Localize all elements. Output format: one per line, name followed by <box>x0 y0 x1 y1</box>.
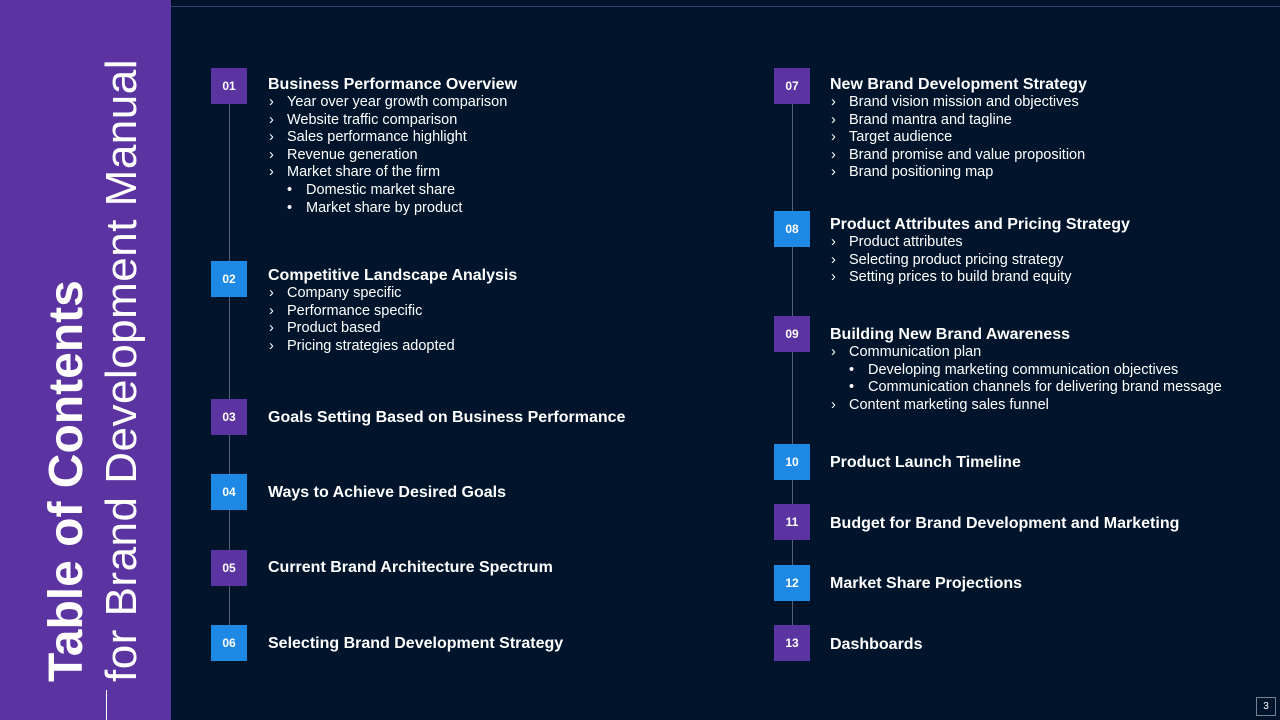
section-title[interactable]: Building New Brand Awareness <box>830 326 1071 343</box>
toc-section-09 <box>830 325 1222 414</box>
list-item: › Setting prices to build brand equity <box>831 269 1072 286</box>
toc-section-02 <box>268 266 517 355</box>
chevron-right-icon: › <box>831 396 836 413</box>
list-item: › Revenue generation <box>269 146 418 163</box>
section-number-badge: 10 <box>774 444 810 480</box>
list-item: › Website traffic comparison <box>269 111 458 128</box>
section-title[interactable]: Business Performance Overview <box>268 76 518 93</box>
toc-section-03 <box>268 408 625 427</box>
section-number-badge: 11 <box>774 504 810 540</box>
toc-section-04 <box>268 483 506 502</box>
bullet-icon: • <box>287 181 293 198</box>
toc-section-05 <box>268 558 553 577</box>
list-item: › Content marketing sales funnel <box>831 396 1049 413</box>
slide-subtitle: for Brand Development Manual <box>97 59 146 682</box>
chevron-right-icon: › <box>831 146 836 163</box>
toc-section-01 <box>268 75 517 217</box>
section-title[interactable]: New Brand Development Strategy <box>830 76 1087 93</box>
list-subitem: • Market share by product <box>287 199 463 216</box>
list-item: › Pricing strategies adopted <box>269 337 455 354</box>
chevron-right-icon: › <box>269 164 274 181</box>
list-item: › Product based <box>269 320 381 337</box>
section-items <box>830 94 1087 182</box>
chevron-right-icon: › <box>831 129 836 146</box>
list-item: › Brand vision mission and objectives <box>831 94 1079 110</box>
bullet-icon: • <box>287 199 293 216</box>
list-item: › Selecting product pricing strategy <box>831 251 1064 268</box>
toc-section-12 <box>830 574 1022 593</box>
list-item: › Target audience <box>831 129 953 146</box>
section-number-badge: 08 <box>774 211 810 247</box>
chevron-right-icon: › <box>269 94 274 110</box>
chevron-right-icon: › <box>831 164 836 181</box>
list-item: › Brand promise and value proposition <box>831 146 1086 163</box>
section-number-badge: 01 <box>211 68 247 104</box>
bullet-icon: • <box>849 379 855 396</box>
chevron-right-icon: › <box>831 269 836 286</box>
section-number-badge: 04 <box>211 474 247 510</box>
section-title[interactable]: Current Brand Architecture Spectrum <box>268 559 553 576</box>
section-title[interactable]: Goals Setting Based on Business Performance <box>268 409 626 426</box>
list-item: › Communication plan <box>831 344 982 360</box>
section-title[interactable]: Selecting Brand Development Strategy <box>268 635 564 652</box>
section-title[interactable]: Dashboards <box>830 636 923 653</box>
list-item: › Year over year growth comparison <box>269 94 508 110</box>
chevron-right-icon: › <box>269 302 274 319</box>
list-item: › Product attributes <box>831 234 963 250</box>
chevron-right-icon: › <box>831 344 836 360</box>
chevron-right-icon: › <box>831 111 836 128</box>
toc-section-13 <box>830 635 922 654</box>
list-item: › Sales performance highlight <box>269 129 467 146</box>
section-items <box>268 94 517 217</box>
chevron-right-icon: › <box>269 337 274 354</box>
section-title[interactable]: Product Attributes and Pricing Strategy <box>830 216 1130 233</box>
list-item: › Performance specific <box>269 302 423 319</box>
chevron-right-icon: › <box>269 285 274 301</box>
chevron-right-icon: › <box>269 146 274 163</box>
list-subitem: • Developing marketing communication objectives <box>849 361 1179 378</box>
chevron-right-icon: › <box>269 111 274 128</box>
section-items <box>830 234 1130 287</box>
list-subitem: • Communication channels for delivering brand message <box>849 379 1222 396</box>
list-subitem: • Domestic market share <box>287 181 456 198</box>
section-number-badge: 07 <box>774 68 810 104</box>
section-number-badge: 03 <box>211 399 247 435</box>
bullet-icon: • <box>849 361 855 378</box>
toc-section-06 <box>268 634 563 653</box>
list-item: › Company specific <box>269 285 402 301</box>
chevron-right-icon: › <box>269 129 274 146</box>
sidebar-panel <box>0 0 171 720</box>
sidebar-title-block <box>5 0 165 720</box>
chevron-right-icon: › <box>831 234 836 250</box>
section-items <box>268 285 517 355</box>
section-title[interactable]: Budget for Brand Development and Marketing <box>830 515 1180 532</box>
section-title[interactable]: Ways to Achieve Desired Goals <box>268 484 507 501</box>
toc-section-07 <box>830 75 1087 182</box>
list-item: › Market share of the firm <box>269 164 441 181</box>
section-number-badge: 06 <box>211 625 247 661</box>
section-items <box>830 344 1222 414</box>
list-item: › Brand positioning map <box>831 164 994 181</box>
chevron-right-icon: › <box>831 251 836 268</box>
slide-title: Table of Contents <box>40 280 93 682</box>
page-number: 3 <box>1256 697 1276 716</box>
section-title[interactable]: Market Share Projections <box>830 575 1023 592</box>
list-item: › Brand mantra and tagline <box>831 111 1012 128</box>
section-number-badge: 13 <box>774 625 810 661</box>
section-title[interactable]: Product Launch Timeline <box>830 454 1021 471</box>
chevron-right-icon: › <box>831 94 836 110</box>
chevron-right-icon: › <box>269 320 274 337</box>
section-number-badge: 09 <box>774 316 810 352</box>
section-title[interactable]: Competitive Landscape Analysis <box>268 267 518 284</box>
toc-section-10 <box>830 453 1021 472</box>
title-divider <box>106 690 107 720</box>
section-number-badge: 12 <box>774 565 810 601</box>
section-number-badge: 05 <box>211 550 247 586</box>
timeline-line-right <box>792 85 793 644</box>
top-divider <box>171 6 1280 7</box>
toc-section-11 <box>830 514 1179 533</box>
section-number-badge: 02 <box>211 261 247 297</box>
toc-section-08 <box>830 215 1130 287</box>
